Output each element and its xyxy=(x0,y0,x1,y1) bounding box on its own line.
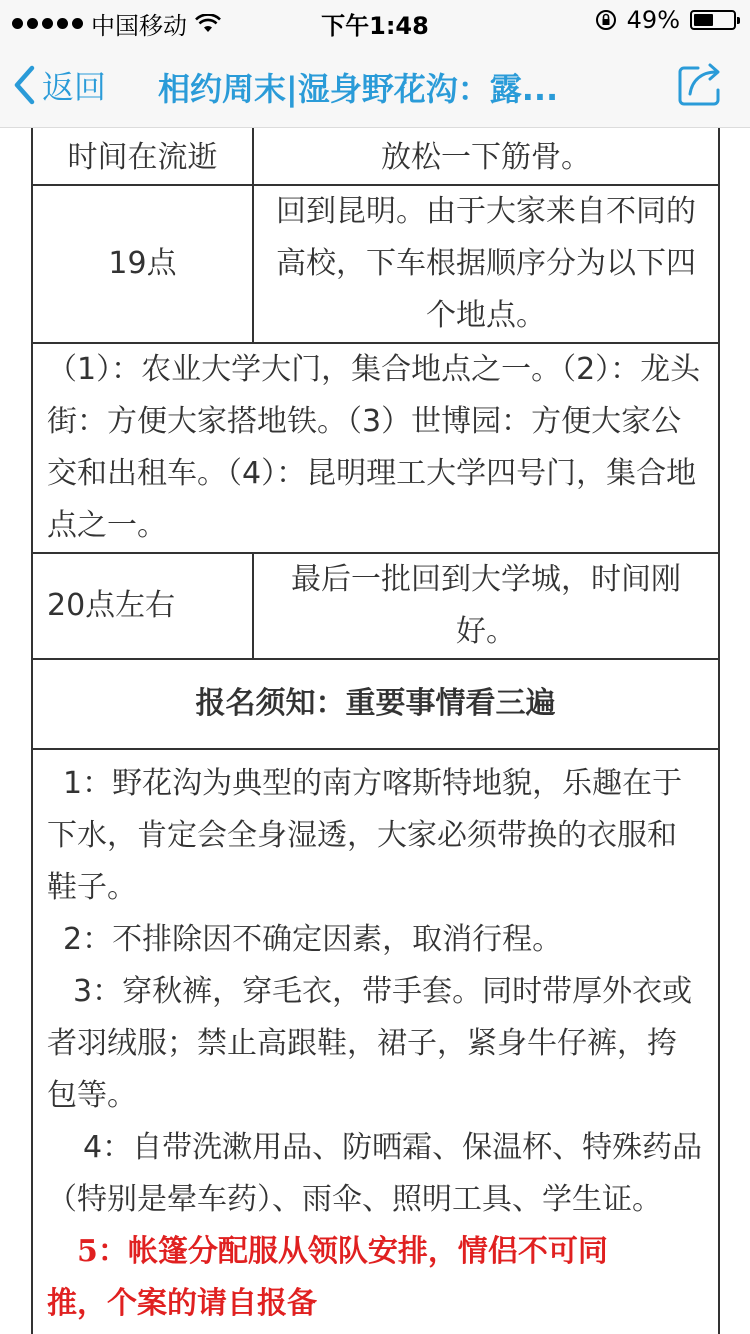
back-label: 返回 xyxy=(42,68,107,106)
time-text: 19点 xyxy=(108,246,177,281)
navigation-bar xyxy=(0,40,750,128)
desc-text: 最后一批回到大学城，时间刚好。 xyxy=(291,562,681,649)
notice-item-4: 4：自带洗漱用品、防晒霜、保温杯、特殊药品（特别是晕车药）、雨伞、照明工具、学生证。 xyxy=(47,1130,703,1217)
notice-heading xyxy=(32,659,719,749)
desc-cell xyxy=(253,185,719,343)
table-row xyxy=(32,185,719,343)
table-row xyxy=(32,343,719,553)
notice-cell xyxy=(32,749,719,1334)
itinerary-table xyxy=(31,104,720,1334)
carrier-name: 中国移动 xyxy=(91,12,187,40)
time-cell xyxy=(32,553,253,659)
notice-item-5: 5：帐篷分配服从领队安排，情侣不可同 xyxy=(77,1234,608,1269)
chevron-left-icon xyxy=(12,65,36,105)
time-text: 时间在流逝 xyxy=(67,140,218,175)
notice-item-3: 3：穿秋裤，穿毛衣，带手套。同时带厚外衣或者羽绒服；禁止高跟鞋，裙子，紧身牛仔裤，挎包等。 xyxy=(47,974,693,1113)
notice-item-5-continued: 推，个案的请自报备 xyxy=(47,1286,317,1321)
notice-heading-text: 报名须知：重要事情看三遍 xyxy=(195,686,556,721)
table-row xyxy=(32,749,719,1334)
time-cell xyxy=(32,185,253,343)
desc-text: 回到昆明。由于大家来自不同的高校，下车根据顺序分为以下四个地点。 xyxy=(276,194,696,333)
locations-cell xyxy=(32,343,719,553)
back-button[interactable] xyxy=(12,62,106,108)
battery-icon xyxy=(690,10,736,30)
desc-cell xyxy=(253,553,719,659)
share-icon xyxy=(676,60,728,108)
device-status xyxy=(595,6,736,34)
share-button[interactable] xyxy=(676,60,728,112)
locations-text: （1）：农业大学大门，集合地点之一。（2）：龙头街：方便大家搭地铁。（3）世博园：方便大家公交和出租车。（4）：昆明理工大学四号门，集合地点之一。 xyxy=(47,352,701,543)
rotation-lock-icon xyxy=(595,9,617,31)
battery-percent: 49% xyxy=(626,6,680,34)
table-row xyxy=(32,659,719,749)
status-bar xyxy=(0,0,750,40)
table-row xyxy=(32,553,719,659)
notice-item-2: 2：不排除因不确定因素，取消行程。 xyxy=(63,922,563,957)
page-title: 相约周末|湿身野花沟：露... xyxy=(158,70,559,108)
desc-text: 放松一下筋骨。 xyxy=(381,140,591,175)
notice-item-1: 1：野花沟为典型的南方喀斯特地貌，乐趣在于下水，肯定会全身湿透，大家必须带换的衣服和鞋子。 xyxy=(47,766,683,905)
time-text: 20点左右 xyxy=(47,588,176,623)
clock: 下午1:48 xyxy=(321,12,429,40)
